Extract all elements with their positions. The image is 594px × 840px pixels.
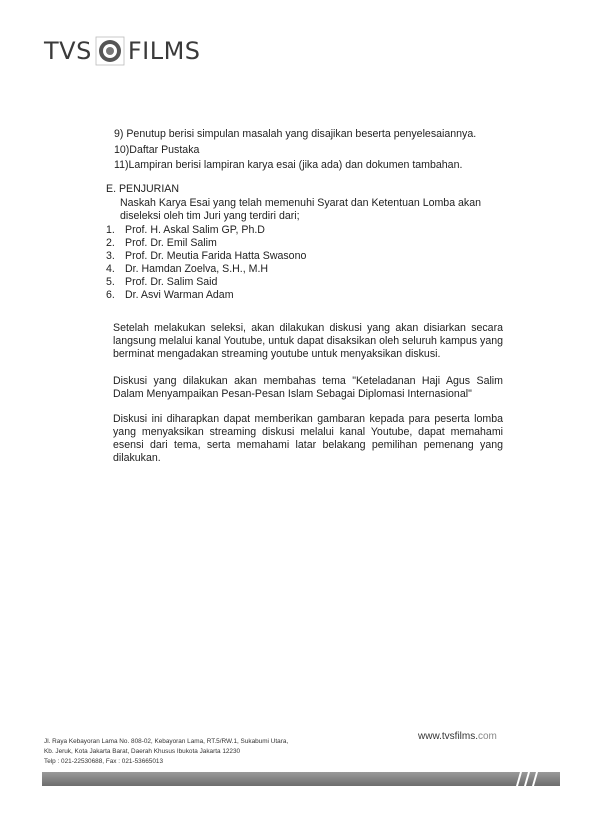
closing-list <box>114 127 476 174</box>
paragraph-streaming: Setelah melakukan seleksi, akan dilakukan diskusi yang akan disiarkan secara langsung melalui kanal Youtube, untuk dapat disaksikan oleh seluruh kampus yang berminat mengadakan streaming youtube untuk menyaksikan diskusi. <box>113 322 503 360</box>
logo-text-right: FILMS <box>127 37 201 65</box>
section-heading: E. PENJURIAN <box>106 183 179 195</box>
jury-item: 4. Dr. Hamdan Zoelva, S.H., M.H <box>106 263 269 275</box>
list-item: 11)Lampiran berisi lampiran karya esai (jika ada) dan dokumen tambahan. <box>114 159 463 171</box>
logo-text-left: TVS <box>44 37 92 65</box>
jury-list <box>106 224 506 302</box>
film-reel-icon <box>95 36 125 66</box>
section-intro: Naskah Karya Esai yang telah memenuhi Syarat dan Ketentuan Lomba akan diseleksi oleh tim Juri yang terdiri dari; <box>120 197 481 222</box>
jury-item: 6. Dr. Asvi Warman Adam <box>106 289 234 301</box>
jury-item: 5. Prof. Dr. Salim Said <box>106 276 218 288</box>
jury-item: 3. Prof. Dr. Meutia Farida Hatta Swasono <box>106 250 307 262</box>
list-item: 10)Daftar Pustaka <box>114 143 200 156</box>
judging-section <box>106 183 506 302</box>
stripes-icon <box>512 772 542 786</box>
company-logo <box>44 34 201 68</box>
list-item: 9) Penutup berisi simpulan masalah yang disajikan beserta penyelesaiannya. <box>114 128 477 140</box>
jury-item: 2. Prof. Dr. Emil Salim <box>106 237 217 249</box>
paragraph-expectation: Diskusi ini diharapkan dapat memberikan gambaran kepada para peserta lomba yang menyaksikan streaming diskusi melalui kanal Youtube, dapat memahami esensi dari tema, serta memahami latar belakang pemilihan pemenang yang dilakukan. <box>113 413 503 464</box>
footer-website[interactable]: www.tvsfilms.com <box>418 731 497 742</box>
footer-bar <box>42 772 560 786</box>
footer-address: Jl. Raya Kebayoran Lama No. 808-02, Kebayoran Lama, RT.5/RW.1, Sukabumi Utara, Kb. Jeruk, Kota Jakarta Barat, Daerah Khusus Ibukota Jakarta 12230 Telp : 021-22530688, Fax : 021-53665013 <box>44 738 289 765</box>
paragraph-theme: Diskusi yang dilakukan akan membahas tema "Keteladanan Haji Agus Salim Dalam Menyampaikan Pesan-Pesan Islam Sebagai Diplomasi Internasional" <box>113 375 503 400</box>
jury-item: 1. Prof. H. Askal Salim GP, Ph.D <box>106 224 265 236</box>
